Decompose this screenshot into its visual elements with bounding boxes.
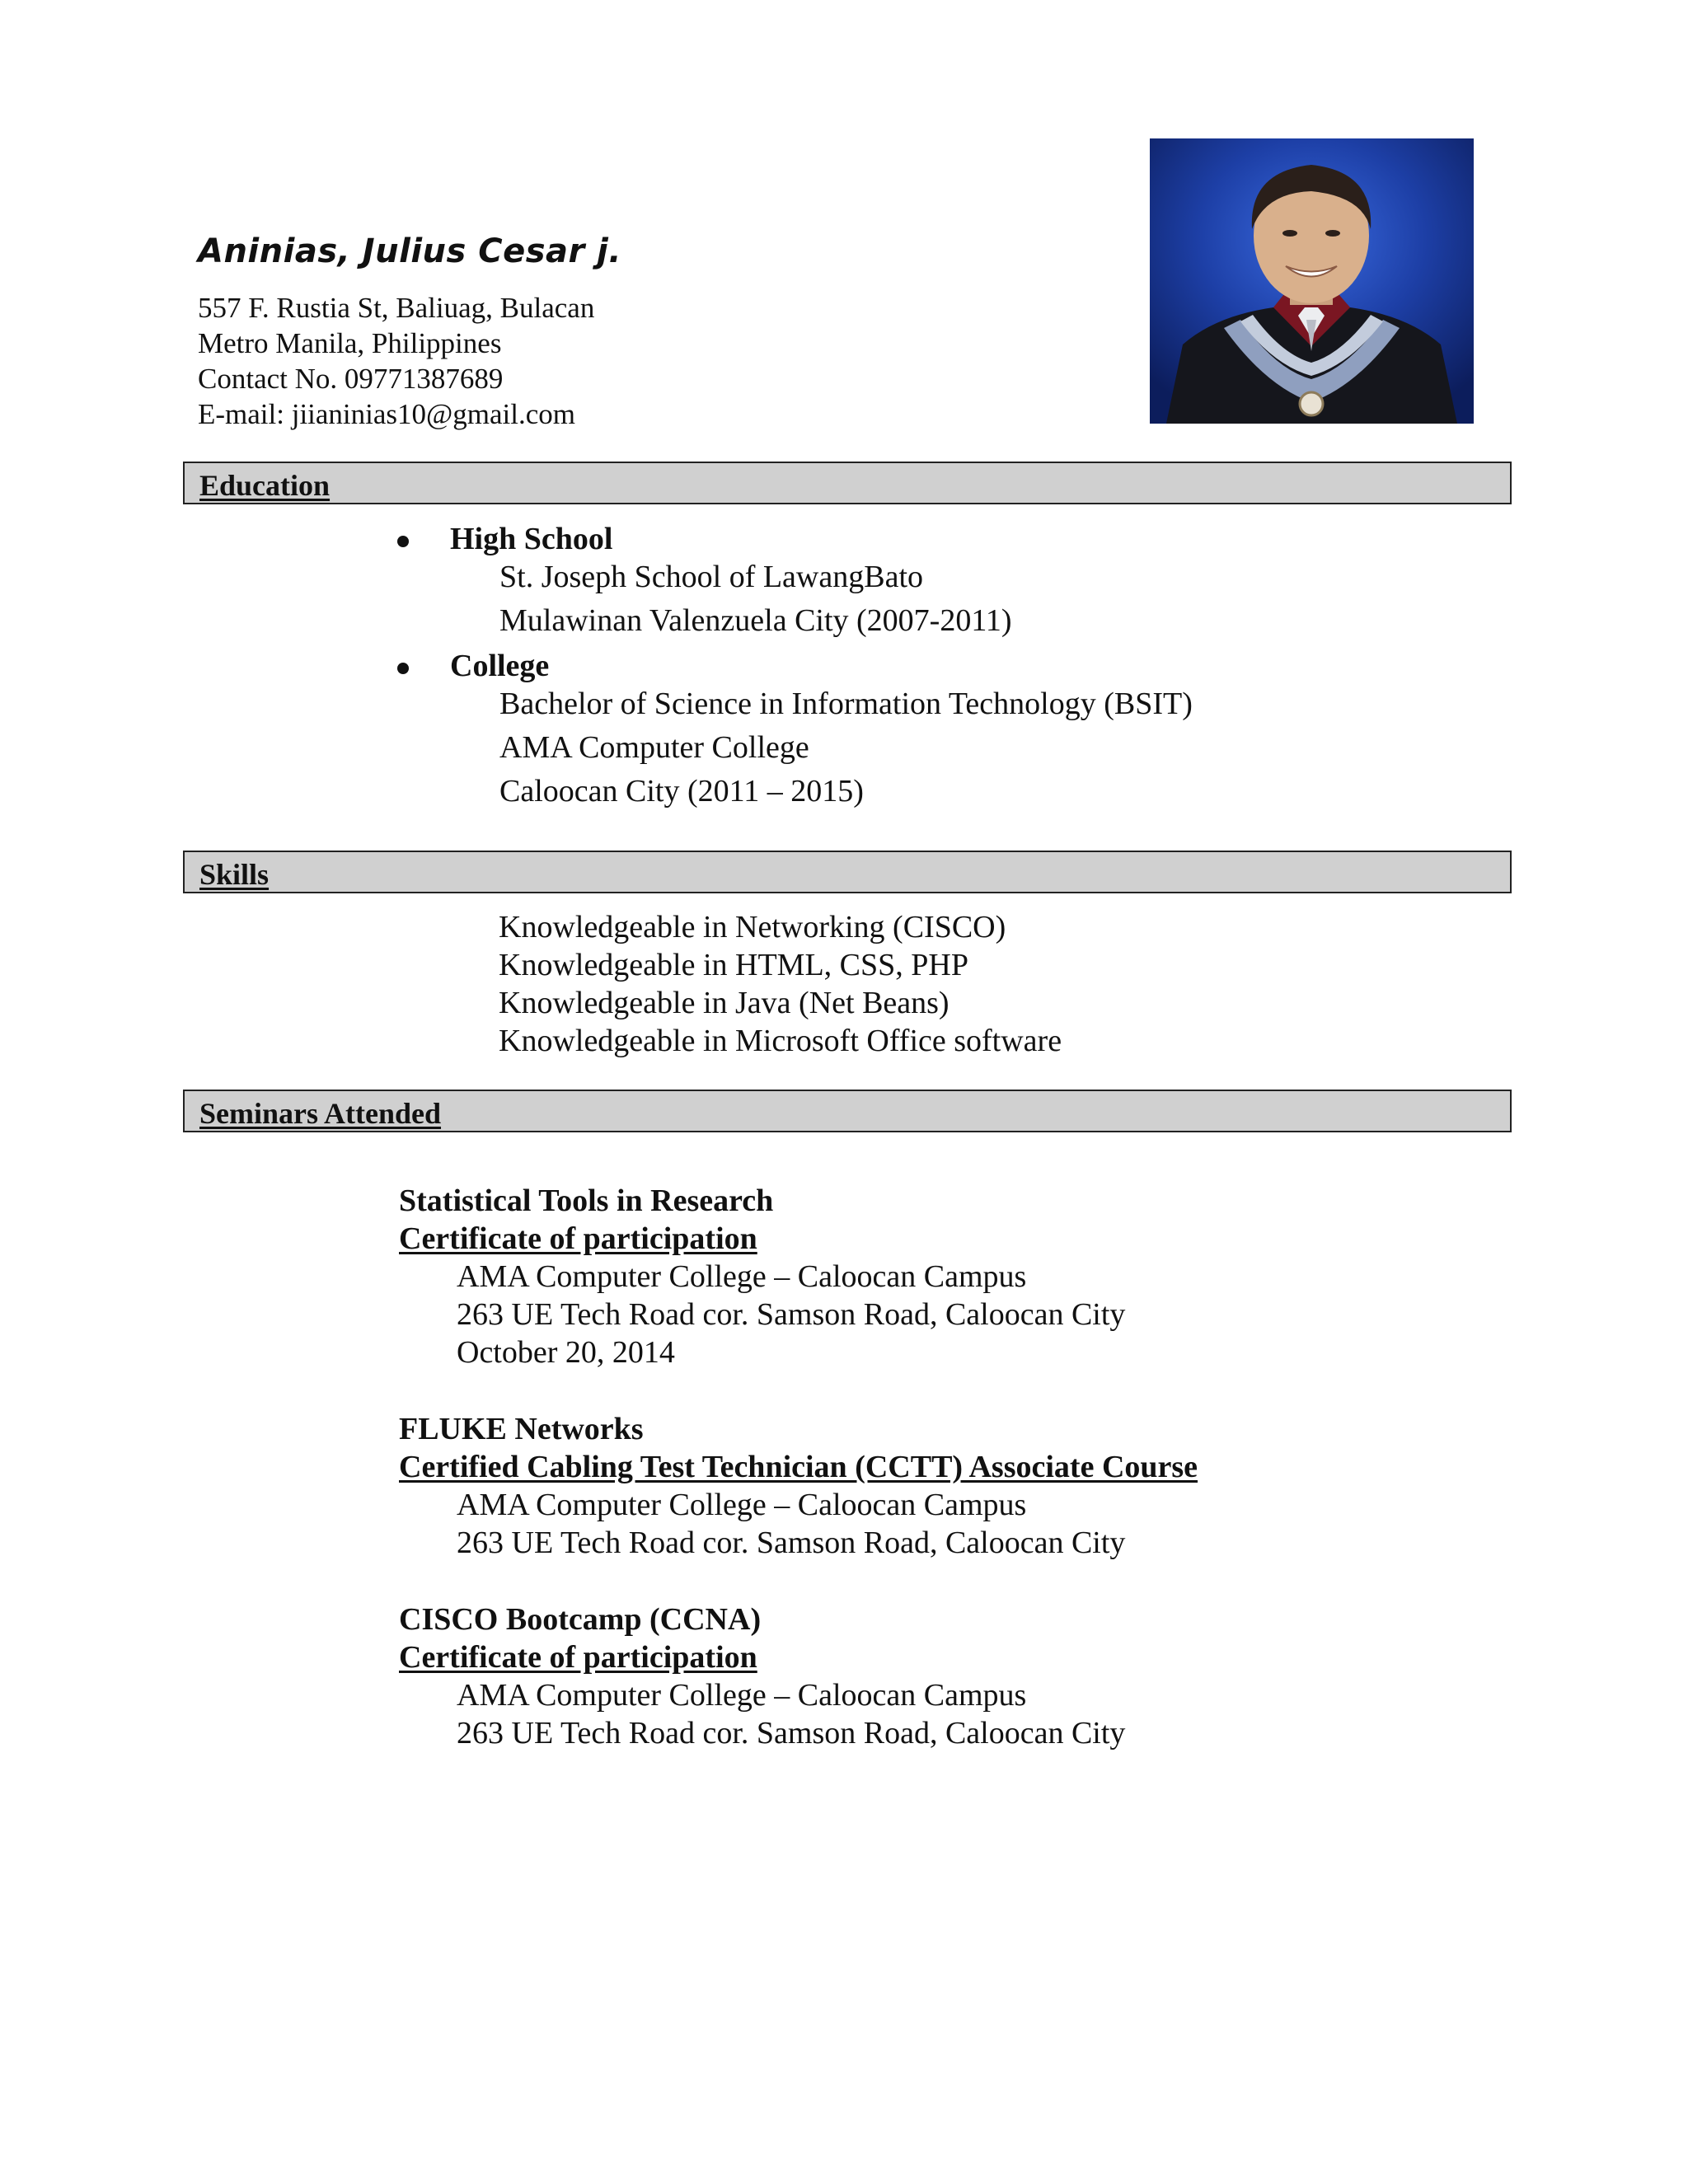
address-line-1: 557 F. Rustia St, Baliuag, Bulacan [198, 292, 595, 324]
skill-item: Knowledgeable in Networking (CISCO) [499, 910, 1006, 944]
seminar-details [399, 1258, 1125, 1371]
seminars-section-title: Seminars Attended [199, 1097, 442, 1130]
seminar-details [399, 1676, 1125, 1752]
bullet-icon [397, 663, 409, 674]
skills-section-bar [183, 851, 1512, 893]
profile-photo [1150, 138, 1474, 424]
seminars-section-bar [183, 1090, 1512, 1132]
contact-block [198, 290, 594, 432]
email-address: E-mail: jiianinias10@gmail.com [198, 398, 575, 430]
graduation-portrait-icon [1150, 138, 1474, 424]
education-details [499, 555, 1012, 643]
seminar-detail-line: AMA Computer College – Caloocan Campus [457, 1678, 1027, 1713]
education-section-title: Education [199, 469, 331, 502]
seminar-certificate: Certified Cabling Test Technician (CCTT) Associate Course [399, 1450, 1198, 1484]
seminar-detail-line: AMA Computer College – Caloocan Campus [457, 1488, 1027, 1522]
seminar-detail-line: AMA Computer College – Caloocan Campus [457, 1259, 1027, 1294]
seminar-detail-line: 263 UE Tech Road cor. Samson Road, Caloocan City [457, 1716, 1126, 1750]
bullet-icon [397, 536, 409, 547]
education-details [499, 682, 1193, 813]
seminar-entry [399, 1410, 1198, 1562]
seminar-detail-line: 263 UE Tech Road cor. Samson Road, Caloocan City [457, 1297, 1126, 1332]
education-detail-line: Caloocan City (2011 – 2015) [499, 774, 864, 808]
seminar-title: FLUKE Networks [399, 1412, 644, 1446]
seminar-title: Statistical Tools in Research [399, 1183, 774, 1218]
address-line-2: Metro Manila, Philippines [198, 327, 502, 359]
applicant-name: Aninias, Julius Cesar j. [198, 232, 622, 270]
skills-section-title: Skills [199, 858, 270, 891]
seminar-entry [399, 1182, 1125, 1371]
seminar-detail-line: October 20, 2014 [457, 1335, 675, 1370]
skills-list [499, 908, 1062, 1060]
skill-item: Knowledgeable in Java (Net Beans) [499, 986, 950, 1020]
education-level: College [450, 649, 550, 683]
seminar-certificate: Certificate of participation [399, 1640, 757, 1675]
skill-item: Knowledgeable in HTML, CSS, PHP [499, 948, 968, 982]
education-detail-line: Mulawinan Valenzuela City (2007-2011) [499, 603, 1012, 638]
skill-item: Knowledgeable in Microsoft Office software [499, 1024, 1062, 1058]
seminar-certificate: Certificate of participation [399, 1221, 757, 1256]
education-detail-line: AMA Computer College [499, 730, 809, 765]
seminar-details [399, 1486, 1198, 1562]
contact-number: Contact No. 09771387689 [198, 363, 504, 395]
seminar-detail-line: 263 UE Tech Road cor. Samson Road, Caloocan City [457, 1526, 1126, 1560]
education-detail-line: Bachelor of Science in Information Technology (BSIT) [499, 687, 1193, 721]
seminar-entry [399, 1601, 1125, 1752]
education-detail-line: St. Joseph School of LawangBato [499, 560, 924, 594]
seminar-title: CISCO Bootcamp (CCNA) [399, 1602, 762, 1637]
education-section-bar [183, 462, 1512, 504]
education-level: High School [450, 522, 613, 556]
